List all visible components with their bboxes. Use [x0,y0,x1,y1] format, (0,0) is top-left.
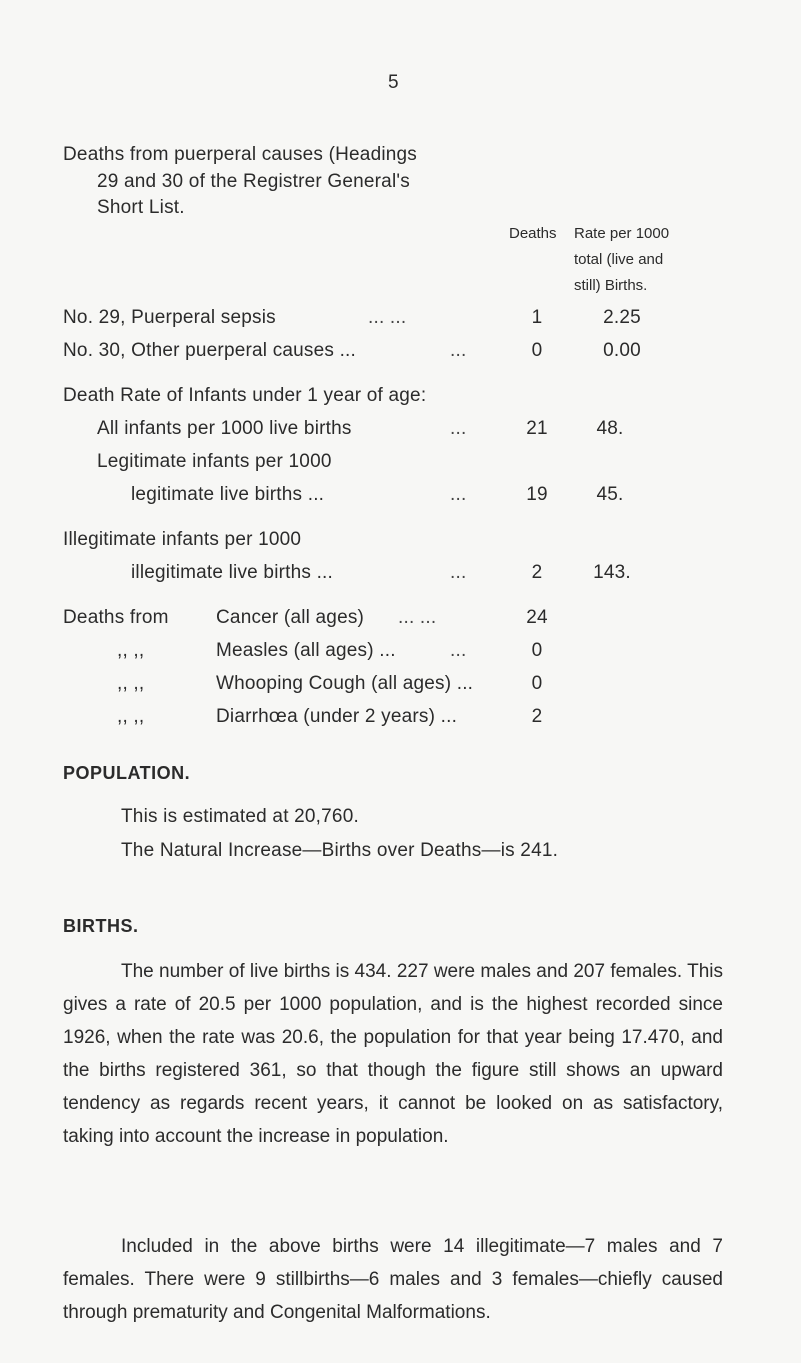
rate-header-line-3: still) Births. [574,277,648,294]
rate-header-line-1: Rate per 1000 [574,225,670,242]
illegitimate-infants-label-2: illegitimate live births ... [131,562,334,583]
whooping-cough-label: Whooping Cough (all ages) ... [216,673,474,694]
illegitimate-infants-deaths: 2 [531,562,543,583]
puerperal-sepsis-deaths: 1 [531,307,543,328]
intro-line-1: Deaths from puerperal causes (Headings [63,144,417,165]
intro-line-3: Short List. [97,197,185,218]
other-puerperal-dots: ... [450,340,467,361]
whooping-cough-prefix: ,, ,, [117,673,145,694]
births-paragraph-1 [63,955,723,1153]
cancer-label: Cancer (all ages) [216,607,365,628]
all-infants-label: All infants per 1000 live births [97,418,352,439]
other-puerperal-rate: 0.00 [603,340,641,361]
diarrhoea-label: Diarrhœa (under 2 years) ... [216,706,458,727]
illegitimate-infants-dots: ... [450,562,467,583]
rate-header-line-2: total (live and [574,251,664,268]
puerperal-sepsis-rate: 2.25 [603,307,641,328]
legitimate-infants-deaths: 19 [526,484,548,505]
puerperal-sepsis-dots: ... ... [368,307,407,328]
legitimate-infants-rate: 45. [596,484,624,505]
diarrhoea-deaths: 2 [531,706,543,727]
infant-death-rate-heading: Death Rate of Infants under 1 year of age: [63,385,427,406]
births-paragraph-2 [63,1230,723,1329]
population-estimate: This is estimated at 20,760. [121,806,359,827]
births-heading: BIRTHS. [63,916,139,936]
illegitimate-infants-rate: 143. [593,562,631,583]
intro-line-2: 29 and 30 of the Registrer General's [97,171,410,192]
measles-dots: ... [450,640,467,661]
whooping-cough-deaths: 0 [531,673,543,694]
puerperal-sepsis-label: No. 29, Puerperal sepsis [63,307,276,328]
cancer-prefix: Deaths from [63,607,169,628]
births-paragraph-1-text: The number of live births is 434. 227 were males and 207 females. This gives a rate of 20.5 per 1000 population, and is the highest recorded since 1926, when the rate was 20.6, the population for that year being 17.470, and the births registered 361, so that though the figure still shows an upward tendency as regards recent years, it cannot be looked on as satisfactory, taking into account the increase in population. [63,961,723,1147]
measles-label: Measles (all ages) ... [216,640,396,661]
measles-deaths: 0 [531,640,543,661]
illegitimate-infants-label-1: Illegitimate infants per 1000 [63,529,302,550]
cancer-deaths: 24 [526,607,548,628]
deaths-column-header: Deaths [509,225,557,242]
births-paragraph-2-text: Included in the above births were 14 illegitimate—7 males and 7 females. There were 9 stillbirths—6 males and 3 females—chiefly caused through prematurity and Congenital Malformations. [63,1236,723,1323]
population-heading: POPULATION. [63,763,191,783]
other-puerperal-label: No. 30, Other puerperal causes ... [63,340,357,361]
all-infants-dots: ... [450,418,467,439]
cancer-dots: ... ... [398,607,437,628]
natural-increase: The Natural Increase—Births over Deaths—is 241. [121,840,559,861]
all-infants-rate: 48. [596,418,624,439]
other-puerperal-deaths: 0 [531,340,543,361]
diarrhoea-prefix: ,, ,, [117,706,145,727]
legitimate-infants-label-1: Legitimate infants per 1000 [97,451,332,472]
legitimate-infants-label-2: legitimate live births ... [131,484,325,505]
page-number: 5 [388,72,399,93]
legitimate-infants-dots: ... [450,484,467,505]
all-infants-deaths: 21 [526,418,548,439]
measles-prefix: ,, ,, [117,640,145,661]
